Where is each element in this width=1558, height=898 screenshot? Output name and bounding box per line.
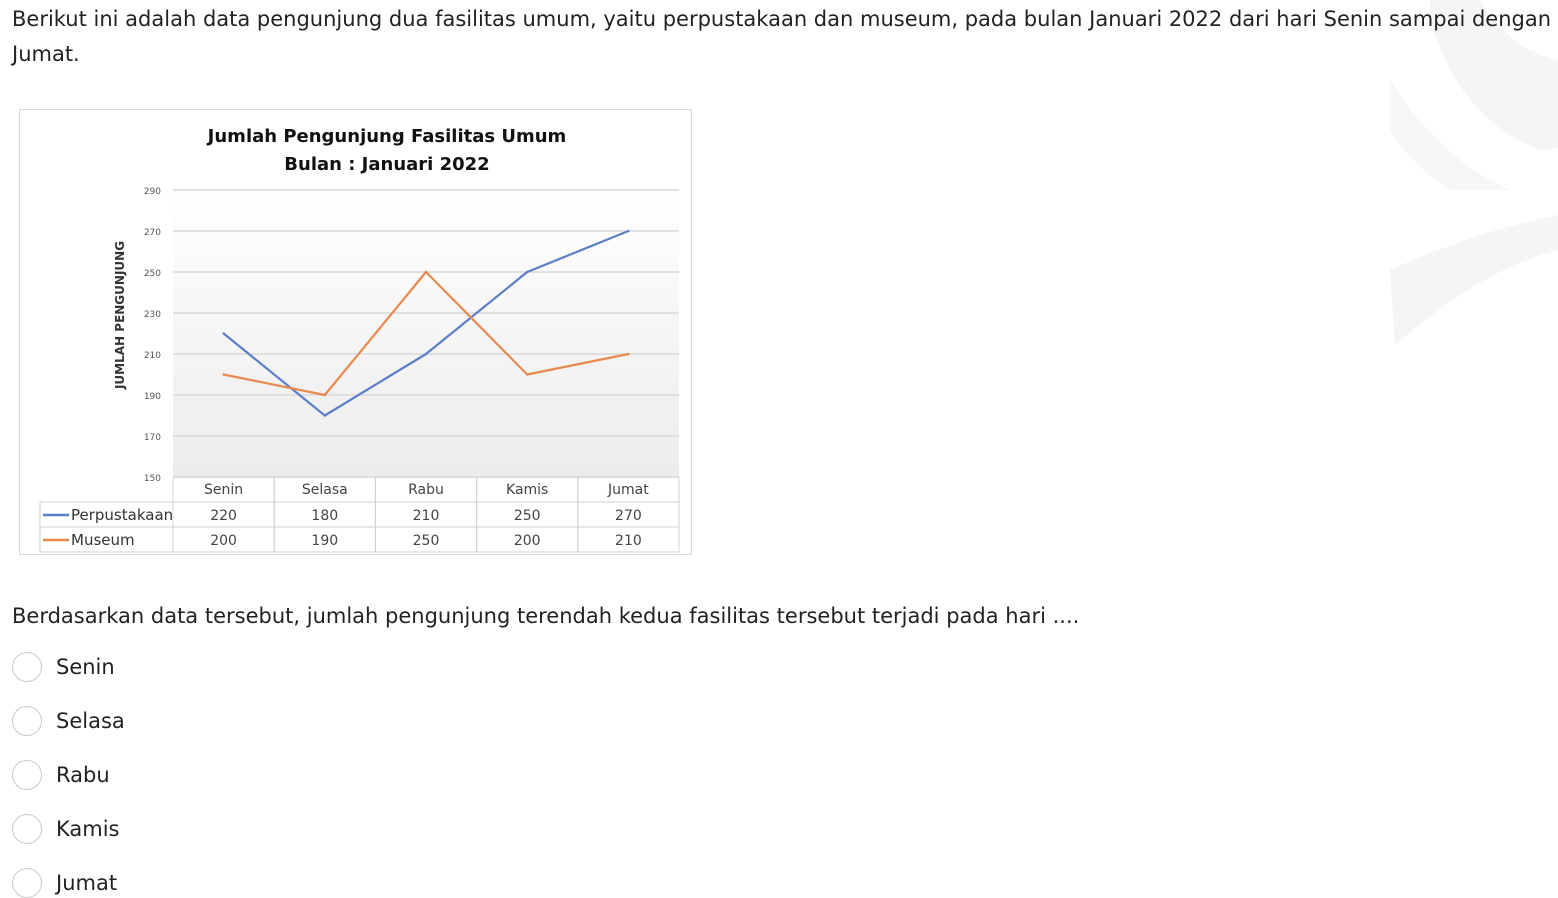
question-text: Berdasarkan data tersebut, jumlah pengunjung terendah kedua fasilitas tersebut terjadi pada hari .... [12,604,1080,628]
intro-text: Berikut ini adalah data pengunjung dua fasilitas umum, yaitu perpustakaan dan museum, pada bulan Januari 2022 dari hari Senin sampai dengan Jumat. [12,7,1552,66]
data-point [526,271,528,273]
y-tick-label: 230 [143,310,161,320]
data-label: 270 [615,508,642,524]
data-point [324,394,326,396]
radio-button[interactable] [12,706,42,736]
data-label: 180 [311,508,339,524]
data-label: 190 [311,533,339,549]
option-label: Kamis [56,817,120,841]
data-point [627,353,629,355]
option-selasa[interactable] [12,694,125,748]
option-label: Rabu [56,763,110,787]
data-point [425,271,427,273]
y-tick-label: 250 [143,269,161,279]
data-point [627,230,629,232]
x-tick-label: Kamis [506,482,549,498]
data-point [324,414,326,416]
chart-y-axis-label: JUMLAH PENGUNJUNG [113,240,127,390]
x-tick-label: Jumat [608,482,649,498]
option-label: Selasa [56,709,125,733]
option-label: Jumat [56,871,118,895]
data-point [425,353,427,355]
chart-title: Jumlah Pengunjung Fasilitas Umum [207,126,567,147]
data-label: 250 [513,508,541,524]
answer-options [12,640,125,898]
radio-button[interactable] [12,868,42,898]
x-tick-label: Selasa [301,482,348,498]
data-label: 210 [412,508,440,524]
y-tick-label: 270 [143,228,161,238]
plot-area [173,190,679,477]
data-point [222,332,224,334]
y-tick-label: 170 [143,433,161,443]
data-label: 220 [210,508,237,524]
chart-figure [19,109,692,555]
option-senin[interactable] [12,640,125,694]
legend-label: Museum [71,531,135,549]
option-jumat[interactable] [12,856,125,898]
data-point [526,373,528,375]
x-tick-label: Senin [204,482,244,498]
option-label: Senin [56,655,115,679]
chart-subtitle: Bulan : Januari 2022 [284,154,490,175]
legend-label: Perpustakaan [71,506,174,524]
x-tick-label: Rabu [408,482,444,498]
y-tick-label: 190 [143,392,161,402]
radio-button[interactable] [12,814,42,844]
data-label: 200 [210,533,237,549]
data-label: 250 [412,533,440,549]
y-tick-label: 150 [143,474,161,484]
line-chart [20,110,693,556]
radio-button[interactable] [12,652,42,682]
radio-button[interactable] [12,760,42,790]
data-label: 210 [615,533,642,549]
y-tick-label: 210 [143,351,161,361]
option-kamis[interactable] [12,802,125,856]
y-tick-label: 290 [143,187,161,197]
option-rabu[interactable] [12,748,125,802]
table-row [40,527,679,552]
data-label: 200 [513,533,541,549]
data-point [222,373,224,375]
